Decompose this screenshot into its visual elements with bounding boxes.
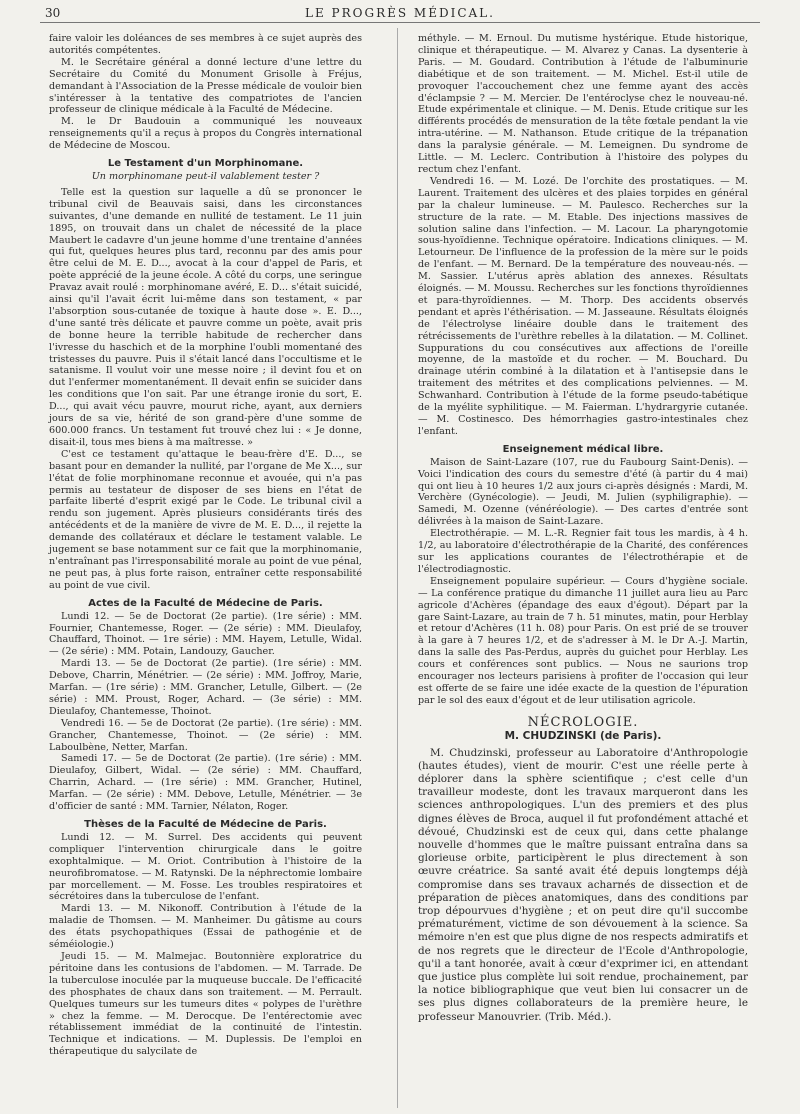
section-title-enseignement: Enseignement médical libre. bbox=[502, 443, 664, 455]
article-paragraph: Telle est la question sur laquelle a dû se prononcer le tribunal civil de Beauvais saisi, dans les circonstances suivantes, d'une demande en nullité de testament. Le 11 juin 1895, on trouvait dans un chalet de nécessité de la place Maubert le cadavre d'un jeune homme d'une trentaine d'années qui fut, quelques heures plus tard, reconnu par des amis pour être celui de M. E. D..., avocat à la cour d'appel de Paris, et poète apprécié de la jeune école. A côté du corps, une seringue Pravaz avait roulé : morphinomane avéré, E. D... s'était suicidé, ainsi qu'il l'avait écrit lui-même dans son testament, « par l'absorption sous-cutanée de toxique à haute dose ». E. D..., d'une santé très délicate et pauvre comme un poète, avait pris de bonne heure la terrible habitude de rechercher dans l'ivresse du haschich et de la morphine l'oubli momentané des tristesses du pauvre. Puis il s'était lancé dans l'occultisme et le satanisme. Il voulut voir une messe noire ; il devint fou et on dut l'enfermer momentanément. Il devait enfin se suicider dans les conditions que l'on sait. Par une étrange ironie du sort, E. D..., qui avait vécu pauvre, mourut riche, ayant, aux derniers jours de sa vie, hérité de son grand-père d'une somme de 600.000 francs. Un testament fut trouvé chez lui : « Je donne, disait-il, tous mes biens à ma maîtresse. » bbox=[49, 186, 362, 448]
page-number: 30 bbox=[45, 6, 61, 20]
actes-paragraph: Vendredi 16. — 5e de Doctorat (2e partie). (1re série) : MM. Grancher, Chantemesse, Thoinot. — (2e série) : MM. Laboulbène, Netter, Marfan. bbox=[49, 717, 362, 753]
theses-paragraph: Mardi 13. — M. Nikonoff. Contribution à l'étude de la maladie de Thomsen. — M. Manheimer. Du gâtisme au cours des états psychopathiques (Essai de pathogénie et de séméiologie.) bbox=[49, 903, 362, 951]
intro-paragraph: M. le Secrétaire général a donné lecture d'une lettre du Secrétaire du Comité du Monument Grisolle à Fréjus, demandant à l'Association de la Presse médicale de vouloir bien s'intéresser à la tentative des compatriotes de l'ancien professeur de clinique médicale à la Faculté de Médecine. bbox=[49, 56, 362, 116]
actes-paragraph: Lundi 12. — 5e de Doctorat (2e partie). (1re série) : MM. Fournier, Chantemesse, Roger. — (2e série) : MM. Dieulafoy, Chauffard, Thoinot. — 1re série) : MM. Hayem, Letulle, Widal. — (2e série) : MM. Potain, Landouzy, Gaucher. bbox=[49, 610, 362, 658]
theses-paragraph: Jeudi 15. — M. Malmejac. Boutonnière exploratrice du péritoine dans les contusions de l'abdomen. — M. Tarrade. De la tuberculose inoculée par la muqueuse buccale. De l'efficacité des phosphates de chaux dans son traitement. — M. Perrault. Quelques tumeurs sur les tumeurs dites « polypes de l'urèthre » chez la femme. — M. Derocque. De l'entérectomie avec rétablissement immédiat de la continuité de l'intestin. Technique et indications. — M. Duplessis. De l'emploi en thérapeutique du salycilate de bbox=[49, 950, 362, 1058]
intro-paragraph: faire valoir les doléances de ses membres à ce sujet auprès des autorités compétentes. bbox=[49, 33, 362, 56]
enseignement-paragraph: Electrothérapie. — M. L.-R. Regnier fait tous les mardis, à 4 h. 1/2, au laboratoire d'électrothérapie de la Charité, des conférences sur les applications courantes de l'électrothérapie et de l'électrodiagnostic. bbox=[418, 528, 748, 575]
column-divider bbox=[397, 28, 398, 1108]
actes-paragraph: Mardi 13. — 5e de Doctorat (2e partie). (1re série) : MM. Debove, Charrin, Ménétrier. — (2e série) : MM. Joffroy, Marie, Marfan. — (1re série) : MM. Grancher, Letulle, Gilbert. — (2e série) : MM. Proust, Roger, Achard. — (3e série) : MM. Dieulafoy, Chantemesse, Thoinot. bbox=[49, 658, 362, 717]
right-column bbox=[418, 33, 748, 1024]
section-subtitle-testament: Un morphinomane peut-il valablement tester ? bbox=[91, 170, 320, 182]
intro-paragraph: M. le Dr Baudouin a communiqué les nouveaux renseignements qu'il a reçus à propos du Congrès international de Médecine de Moscou. bbox=[49, 116, 362, 152]
theses-paragraph: méthyle. — M. Ernoul. Du mutisme hystérique. Etude historique, clinique et thérapeutique. — M. Alvarez y Canas. La dysenterie à Paris. — M. Goudard. Contribution à l'étude de l'albuminurie diabétique et de son traitement. — M. Michel. Est-il utile de provoquer l'accouchement chez une femme ayant des accès d'éclampsie ? — M. Mercier. De l'entéroclyse chez le nouveau-né. Etude expérimentale et clinique. — M. Denis. Etude critique sur les différents procédés de mensuration de la tête fœtale pendant la vie intra-utérine. — M. Nathanson. Etude critique de la trépanation dans la paralysie générale. — M. Lemeignen. Du syndrome de Little. — M. Leclerc. Contribution à l'histoire des polypes du rectum chez l'enfant. bbox=[418, 33, 748, 175]
actes-paragraph: Samedi 17. — 5e de Doctorat (2e partie). (1re série) : MM. Dieulafoy, Gilbert, Widal. — (2e série) : MM. Chauffard, Charrin, Achard. — (1re série) : MM. Grancher, Hutinel, Marfan. — (2e série) : MM. Debove, Letulle, Ménétrier. — 3e d'officier de santé : MM. Tarnier, Nélaton, Roger. bbox=[49, 753, 362, 813]
necrologie-title: NÉCROLOGIE. bbox=[527, 714, 639, 730]
section-title-theses: Thèses de la Faculté de Médecine de Paris. bbox=[84, 819, 327, 830]
enseignement-paragraph: Enseignement populaire supérieur. — Cours d'hygiène sociale. — La conférence pratique du dimanche 11 juillet aura lieu au Parc agricole d'Achères (épandage des eaux d'égout). Départ par la gare Saint-Lazare, au train de 7 h. 51 minutes, matin, pour Herblay et retour d'Achères (11 h. 08) pour Paris. On est prié de se trouver à la gare à 7 heures 1/2, et de s'adresser à M. le Dr A.-J. Martin, dans la salle des Pas-Perdus, auprès du guichet pour Herblay. Les cours et conférences sont publics. — Nous ne saurions trop encourager nos lecteurs parisiens à profiter de l'occasion qui leur est offerte de se faire une idée exacte de la question de l'épuration par le sol des eaux d'égout et de leur utilisation agricole. bbox=[418, 575, 748, 706]
journal-title: LE PROGRÈS MÉDICAL. bbox=[305, 6, 495, 20]
article-paragraph: C'est ce testament qu'attaque le beau-frère d'E. D..., se basant pour en demander la nullité, par l'organe de Me X..., sur l'état de folie morphinomane reconnue et avouée, qui n'a pas permis au testateur de disposer de ses biens en l'état de parfaite liberté d'esprit exigé par le Code. Le tribunal civil a rendu son jugement. Après plusieurs considérants tirés des antécédents et de la manière de vivre de M. E. D..., il rejette la demande des collatéraux et déclare le testament valable. Le jugement se base notamment sur ce fait que la morphinomanie, n'entraînant pas l'irresponsabilité morale au point de vue pénal, ne peut pas, à plus forte raison, entraîner cette responsabilité au point de vue civil. bbox=[49, 448, 362, 591]
necrologie-name: M. CHUDZINSKI (de Paris). bbox=[504, 729, 662, 742]
theses-paragraph: Vendredi 16. — M. Lozé. De l'orchite des prostatiques. — M. Laurent. Traitement des ulcères et des plaies torpides en général par la chaleur lumineuse. — M. Paulesco. Recherches sur la structure de la rate. — M. Etable. Des injections massives de solution saline dans l'infection. — M. Lacour. La pharyngotomie sous-hyoïdienne. Technique opératoire. Indications cliniques. — M. Letourneur. De l'influence de la profession de la mère sur le poids de l'enfant. — M. Bernard. De la température des nouveau-nés. — M. Sassier. L'utérus après ablation des annexes. Résultats éloignés. — M. Moussu. Recherches sur les fonctions thyroïdiennes et para-thyroïdiennes. — M. Thorp. Des accidents observés pendant et après l'éthérisation. — M. Jasseaune. Résultats éloignés de l'électrolyse linéaire double dans le traitement des rétrécissements de l'urèthre rebelles à la dilatation. — M. Collinet. Suppurations du cou consécutives aux affections de l'oreille moyenne, de la mastoïde et du rocher. — M. Bouchard. Du drainage utérin combiné à la dilatation et à l'antisepsie dans le traitement des métrites et des complications pelviennes. — M. Schwanhard. Contribution à l'étude de la forme pseudo-tabétique de la myélite syphilitique. — M. Faierman. L'hydrargyrie cutanée. — M. Costinesco. Des hémorrhagies gastro-intestinales chez l'enfant. bbox=[418, 175, 748, 437]
section-title-testament: Le Testament d'un Morphinomane. bbox=[107, 158, 304, 170]
page-header bbox=[40, 6, 760, 23]
section-title-actes: Actes de la Faculté de Médecine de Paris. bbox=[88, 597, 323, 609]
enseignement-paragraph: Maison de Saint-Lazare (107, rue du Faubourg Saint-Denis). — Voici l'indication des cours du semestre d'été (à partir du 4 mai) qui ont lieu à 10 heures 1/2 aux jours ci-après désignés : Mardi, M. Verchère (Gynécologie). — Jeudi, M. Julien (syphiligraphie). — Samedi, M. Ozenne (vénéréologie). — Des cartes d'entrée sont délivrées à la maison de Saint-Lazare. bbox=[418, 456, 748, 528]
theses-paragraph: Lundi 12. — M. Surrel. Des accidents qui peuvent compliquer l'intervention chirurgicale dans le goitre exophtalmique. — M. Oriot. Contribution à l'histoire de la neurofibromatose. — M. Ratynski. De la néphrectomie lombaire par morcellement. — M. Fosse. Les troubles respiratoires et sécrétoires dans la tuberculose de l'enfant. bbox=[49, 831, 362, 903]
necrologie-paragraph: M. Chudzinski, professeur au Laboratoire d'Anthropologie (hautes études), vient de mourir. C'est une réelle perte à déplorer dans la sphère scientifique ; c'est celle d'un travailleur modeste, dont les travaux marqueront dans les sciences anthropologiques. L'un des premiers et des plus dignes élèves de Broca, auquel il fut profondément attaché et dévoué, Chudzinski est de ceux qui, dans cette phalange nouvelle d'hommes que le maître puissant entraîna dans sa glorieuse orbite, participèrent le plus directement à son œuvre créatrice. Sa santé avait été depuis longtemps déjà compromise dans ses travaux acharnés de dissection et de préparation de pièces anatomiques, dans des conditions par trop dépourvues d'hygiène ; et on peut dire qu'il succombe prématurément, victime de son dévouement à la science. Sa mémoire n'en est que plus digne de nos respects admiratifs et de nos regrets que le directeur de l'Ecole d'Anthropologie, qu'il a tant honorée, avait à cœur d'exprimer ici, en attendant que justice plus complète lui soit rendue, prochainement, par la notice bibliographique que veut bien lui consacrer un de ses plus dignes collaborateurs de la première heure, le professeur Manouvrier. (Trib. Méd.). bbox=[418, 746, 748, 1023]
left-column bbox=[49, 33, 362, 1058]
